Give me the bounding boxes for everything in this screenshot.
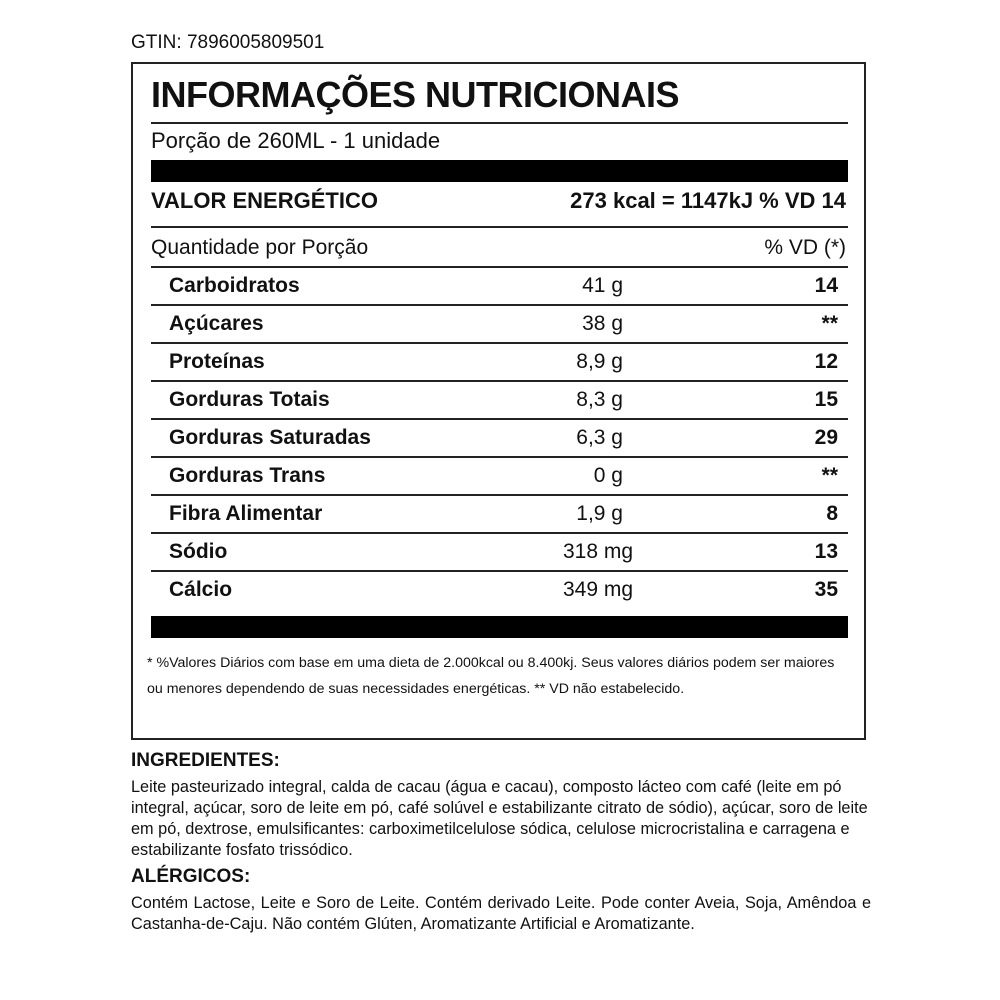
- top-thick-bar: [151, 160, 848, 182]
- nutrient-vd: **: [821, 464, 838, 487]
- nutrient-name: Gorduras Saturadas: [169, 426, 371, 449]
- nutrient-row: [151, 496, 848, 534]
- column-header-quantity: Quantidade por Porção: [151, 236, 369, 259]
- nutrient-amount: 38 g: [582, 312, 623, 335]
- nutrient-amount: 0 g: [593, 464, 623, 487]
- ingredients-heading: INGREDIENTES:: [131, 750, 280, 771]
- nutrient-amount: 318 mg: [563, 540, 634, 563]
- allergens-heading: ALÉRGICOS:: [131, 866, 251, 887]
- nutrient-name: Proteínas: [169, 350, 265, 373]
- energy-label: VALOR ENERGÉTICO: [151, 188, 378, 213]
- nutrient-row: [151, 572, 848, 610]
- nutrient-amount: 349 mg: [563, 578, 634, 601]
- nutrition-title: INFORMAÇÕES NUTRICIONAIS: [151, 74, 679, 115]
- nutrient-row: [151, 534, 848, 572]
- nutrient-vd: 8: [826, 502, 838, 525]
- nutrient-name: Açúcares: [169, 312, 264, 335]
- nutrient-vd: 35: [814, 578, 838, 601]
- nutrient-amount: 8,3 g: [576, 388, 623, 411]
- bottom-thick-bar: [151, 616, 848, 638]
- nutrient-vd: 14: [814, 274, 838, 297]
- nutrient-row: [151, 344, 848, 382]
- nutrient-amount: 41 g: [582, 274, 623, 297]
- nutrient-vd: 12: [814, 350, 838, 373]
- column-header-vd: % VD (*): [764, 236, 846, 259]
- nutrient-name: Fibra Alimentar: [169, 502, 323, 525]
- gtin-code: GTIN: 7896005809501: [131, 32, 325, 53]
- nutrient-name: Sódio: [169, 540, 228, 563]
- nutrient-row: [151, 306, 848, 344]
- nutrient-amount: 6,3 g: [576, 426, 623, 449]
- nutrient-row: [151, 420, 848, 458]
- nutrient-vd: **: [821, 312, 838, 335]
- nutrient-rows: [151, 268, 848, 610]
- nutrient-row: [151, 382, 848, 420]
- energy-divider: [151, 226, 848, 228]
- daily-value-footnote: * %Valores Diários com base em uma dieta de 2.000kcal ou 8.400kj. Seus valores diários podem ser maiores ou menores dependendo de suas necessidades energéticas. ** VD não estabelecido.: [147, 655, 835, 697]
- nutrient-vd: 13: [814, 540, 838, 563]
- nutrient-name: Gorduras Trans: [169, 464, 326, 487]
- nutrient-vd: 15: [814, 388, 838, 411]
- allergens-text: Contém Lactose, Leite e Soro de Leite. Contém derivado Leite. Pode conter Aveia, Soja, Amêndoa e Castanha-de-Caju. Não contém Glúten, Aromatizante Artificial e Aromatizante.: [131, 894, 871, 933]
- energy-value: 273 kcal = 1147kJ % VD 14: [570, 188, 846, 213]
- nutrient-vd: 29: [814, 426, 838, 449]
- nutrient-amount: 1,9 g: [576, 502, 623, 525]
- nutrient-name: Gorduras Totais: [169, 388, 330, 411]
- nutrient-amount: 8,9 g: [576, 350, 623, 373]
- nutrition-facts-panel: [131, 62, 866, 740]
- ingredients-text: Leite pasteurizado integral, calda de cacau (água e cacau), composto lácteo com café (leite em pó integral, açúcar, soro de leite em pó, café solúvel e estabilizante citrato de sódio), açúcar, soro de leite em pó, dextrose, emulsificantes: carboximetilcelulose sódica, celulose microcristalina e carragena e estabilizante fosfato trissódico.: [131, 778, 868, 859]
- nutrient-name: Cálcio: [169, 578, 233, 601]
- portion-size: Porção de 260ML - 1 unidade: [151, 128, 441, 153]
- nutrient-name: Carboidratos: [169, 274, 300, 297]
- nutrient-row: [151, 268, 848, 306]
- nutrient-row: [151, 458, 848, 496]
- title-divider: [151, 122, 848, 124]
